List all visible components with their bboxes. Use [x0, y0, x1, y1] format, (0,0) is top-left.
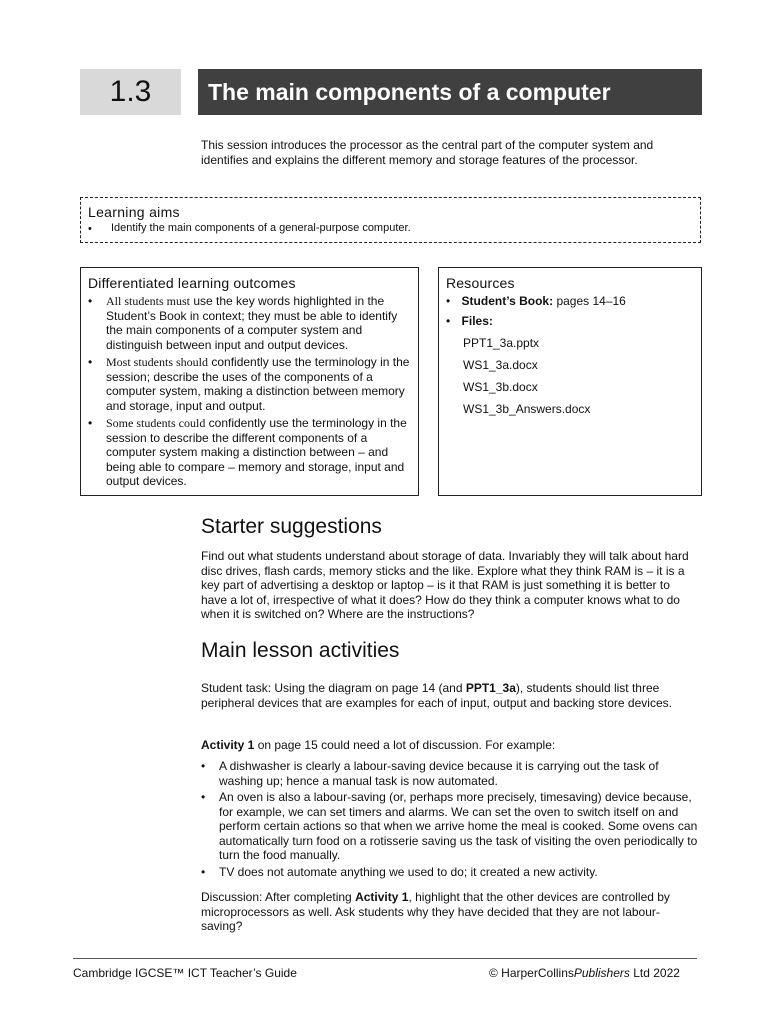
section-number: 1.3	[80, 69, 181, 115]
outcome-item	[88, 294, 413, 352]
bullet-icon: •	[446, 314, 451, 328]
learning-aims-left-edge	[80, 197, 81, 243]
list-item	[201, 790, 698, 863]
example-list	[201, 759, 698, 881]
footer-rule	[73, 958, 697, 959]
footer-copyright	[489, 966, 680, 980]
resources-files-line	[446, 314, 493, 328]
student-task-text: Student task: Using the diagram on page 14 (and	[201, 681, 466, 695]
bullet-icon: •	[88, 223, 92, 235]
outcome-lead: All students must	[106, 294, 191, 308]
resources-title: Resources	[446, 275, 515, 291]
discussion-text-end: , highlight that the other devices are controlled by microprocessors as well. Ask students why they have decided that they are not labour-saving?	[201, 890, 670, 933]
learning-aims-title: Learning aims	[88, 204, 180, 220]
resource-file: WS1_3b_Answers.docx	[463, 402, 591, 416]
outcome-item	[88, 355, 413, 413]
section-title: The main components of a computer	[198, 69, 702, 115]
resources-book-line	[446, 294, 626, 308]
bullet-icon: •	[88, 416, 93, 430]
resource-file: WS1_3b.docx	[463, 380, 538, 394]
list-item-text: TV does not automate anything we used to do; it created a new activity.	[219, 864, 598, 879]
list-item-text: A dishwasher is clearly a labour-saving device because it is carrying out the task of washing up; hence a manual task is now automated.	[219, 759, 659, 788]
student-task-paragraph	[201, 681, 698, 710]
bullet-icon: •	[88, 355, 93, 369]
discussion-paragraph	[201, 890, 698, 934]
resources-book-label: Student’s Book:	[461, 294, 554, 308]
outcome-text: confidently use the terminology in the session; describe the uses of the components of a computer system, making a distinction between memory and storage, input and output.	[106, 355, 410, 413]
student-task-file: PPT1_3a	[465, 681, 516, 695]
intro-paragraph: This session introduces the processor as the central part of the computer system and identifies and explains the different memory and storage features of the processor.	[201, 138, 654, 167]
bullet-icon: •	[201, 759, 206, 773]
bullet-icon: •	[201, 790, 206, 804]
starter-heading: Starter suggestions	[201, 515, 382, 538]
resources-files-label: Files:	[461, 314, 493, 328]
activity-label: Activity 1	[201, 738, 255, 752]
learning-aims-right-edge	[700, 197, 701, 243]
outcomes-title: Differentiated learning outcomes	[88, 275, 296, 291]
outcome-lead: Some students could	[106, 416, 206, 430]
discussion-activity-label: Activity 1	[355, 890, 409, 904]
footer-copyright-end: Ltd 2022	[629, 966, 680, 980]
activity-text: on page 15 could need a lot of discussion. For example:	[254, 738, 556, 752]
student-task-text-end: ), students should list three peripheral devices that are examples for each of input, output and backing store devices.	[201, 681, 672, 710]
outcome-text: use the key words highlighted in the Student’s Book in context; they must be able to identify the main components of a computer system and distinguish between input and output devices.	[106, 294, 398, 352]
footer-copyright-italic: Publishers	[573, 966, 630, 980]
resource-file: PPT1_3a.pptx	[463, 336, 540, 350]
learning-aim-item: Identify the main components of a general-purpose computer.	[111, 222, 411, 234]
list-item	[201, 865, 698, 880]
bullet-icon: •	[201, 864, 206, 879]
bullet-icon: •	[446, 294, 451, 308]
bullet-icon: •	[88, 294, 93, 308]
outcome-item	[88, 416, 413, 489]
outcome-text: confidently use the terminology in the session to describe the different components of a computer system making a distinction between – and being able to compare – memory and storage, input and output devices.	[106, 416, 407, 488]
starter-paragraph: Find out what students understand about storage of data. Invariably they will talk about hard disc drives, flash cards, memory sticks and the like. Explore what they think RAM is – it is a key part of advertising a desktop or laptop – is it that RAM is just something it is better to have a lot of, irrespective of what it does? How do they think a computer knows what to do when it is switched on? Where are the instructions?	[201, 549, 689, 621]
activity-paragraph	[201, 738, 698, 753]
list-item	[201, 759, 698, 788]
discussion-text: Discussion: After completing	[201, 890, 356, 904]
list-item-text: An oven is also a labour-saving (or, perhaps more precisely, timesaving) device because, for example, we can set timers and alarms. We can set the oven to switch itself on and perform certain actions so that when we arrive home the meal is cooked. Some ovens can automatically turn food on a rotisserie saving us the task of visiting the oven periodically to turn the food manually.	[219, 790, 698, 862]
main-heading: Main lesson activities	[201, 639, 400, 662]
outcome-lead: Most students should	[106, 355, 209, 369]
footer-copyright-text: © HarperCollins	[489, 966, 574, 980]
footer-book-title: Cambridge IGCSE™ ICT Teacher’s Guide	[73, 966, 297, 980]
resource-file: WS1_3a.docx	[463, 358, 538, 372]
resources-book-pages: pages 14–16	[553, 294, 626, 308]
outcomes-list	[88, 294, 413, 492]
